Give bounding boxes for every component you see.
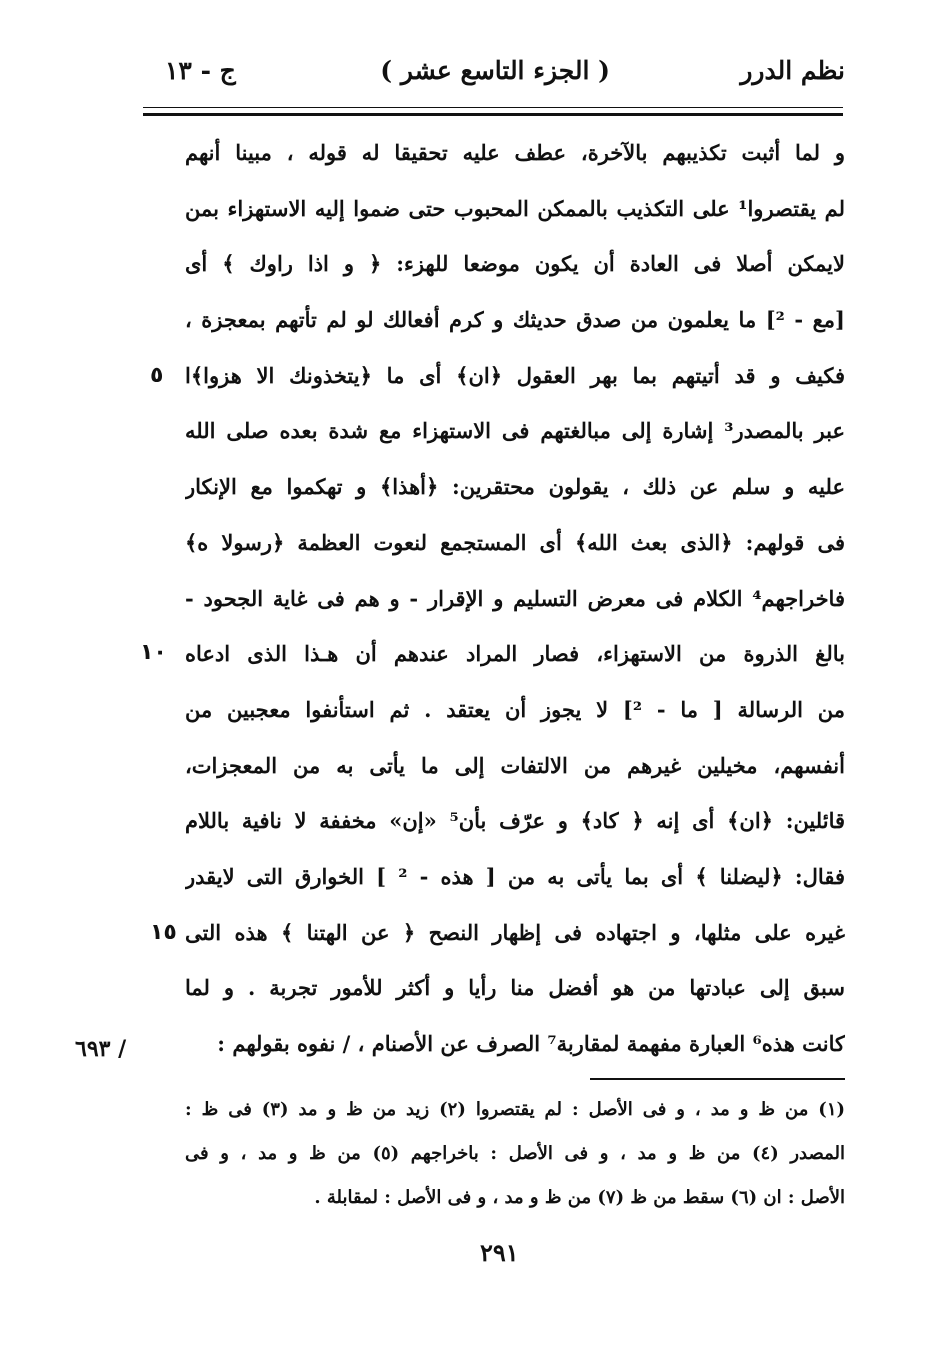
text-line: لايمكن أصلا فى العادة أن يكون موضعا للهزء: ﴿ و اذا راوك ﴾ أى xyxy=(185,251,845,277)
text-line: لم يقتصروا¹ على التكذيب بالممكن المحبوب حتى ضموا إليه الاستهزاء بمن xyxy=(185,195,845,221)
footnote-line: المصدر (٤) من ظ و مد ، و فى الأصل : باخراجهم (٥) من ظ و مد ، و فى xyxy=(185,1143,845,1164)
footnote-rule xyxy=(590,1078,845,1080)
book-title: نظم الدرر xyxy=(740,56,845,85)
text-line: فى قولهم: ﴿الذى بعث الله﴾ أى المستجمع لنعوت العظمة ﴿رسولا ه﴾ xyxy=(185,529,845,555)
header-rule-thick xyxy=(143,113,843,116)
header-rule-thin xyxy=(143,107,843,108)
text-line: سبق إلى عبادتها من هو أفضل منا رأيا و أكثر للأمور تجربة . و لما xyxy=(185,975,845,1001)
text-line: من الرسالة [ ما - ²] لا يجوز أن يعتقد . ثم استأنفوا معجبين من xyxy=(185,696,845,722)
text-line: [مع - ²] ما يعلمون من صدق حديثك و كرم أفعالك لو لم تأتهم بمعجزة ، xyxy=(185,307,845,333)
text-line: فاخراجهم⁴ الكلام فى معرض التسليم و الإقرار - و هم فى غاية الجحود - xyxy=(185,585,845,611)
page-number: ٢٩١ xyxy=(480,1238,519,1267)
text-line: عليه و سلم عن ذلك ، يقولون محتقرين: ﴿أهذا﴾ و تهكموا مع الإنكار xyxy=(185,474,845,500)
running-header xyxy=(165,56,845,96)
text-line: فقال: ﴿ليضلنا ﴾ أى بما يأتى به من [ هذه - ² ] الخوارق التى لايقدر xyxy=(185,863,845,889)
line-number-10: ١٠ xyxy=(140,640,167,665)
manuscript-page-reference: / ٦٩٣ xyxy=(75,1036,127,1062)
footnote-line: الأصل : ان (٦) سقط من ظ (٧) من ظ و مد ، و فى الأصل : لمقابلة . xyxy=(314,1187,845,1208)
line-number-5: ٥ xyxy=(150,363,164,388)
text-line: بالغ الذروة من الاستهزاء، فصار المراد عندهم أن هـذا الذى ادعاه xyxy=(185,641,845,667)
footnotes xyxy=(185,1088,845,1220)
text-line: و لما أثبت تكذيبهم بالآخرة، عطف عليه تحقيقا له قوله ، مبينا أنهم xyxy=(185,140,845,165)
text-line: أنفسهم، مخيلين غيرهم من الالتفات إلى ما يأتى به من المعجزات، xyxy=(185,752,845,778)
part-label: ( الجزء التاسع عشر ) xyxy=(380,56,610,85)
volume-label: ج - ١٣ xyxy=(165,56,236,85)
text-line: كانت هذه⁶ العبارة مفهمة لمقاربة⁷ الصرف عن الأصنام ، / نفوه بقولهم : xyxy=(217,1031,845,1056)
main-text xyxy=(185,125,845,1072)
text-line: فكيف و قد أتيتهم بما بهر العقول ﴿ان﴾ أى ما ﴿يتخذونك الا هزوا﴾ا xyxy=(185,362,845,388)
line-number-15: ١٥ xyxy=(150,920,177,945)
text-line: غيره على مثلها، و اجتهاده فى إظهار النصح ﴿ عن الهتنا ﴾ هذه التى xyxy=(185,919,845,945)
footnote-line: (١) من ظ و مد ، و فى الأصل : لم يقتصروا (٢) زيد من ظ و مد (٣) فى ظ : xyxy=(185,1099,845,1120)
text-line: عبر بالمصدر³ إشارة إلى مبالغتهم فى الاستهزاء مع شدة بعده صلى الله xyxy=(185,418,845,444)
text-line: قائلين: ﴿ان﴾ أى إنه ﴿ كاد﴾ و عرّف بأن⁵ «إن» مخففة لا نافية باللام xyxy=(185,808,845,834)
